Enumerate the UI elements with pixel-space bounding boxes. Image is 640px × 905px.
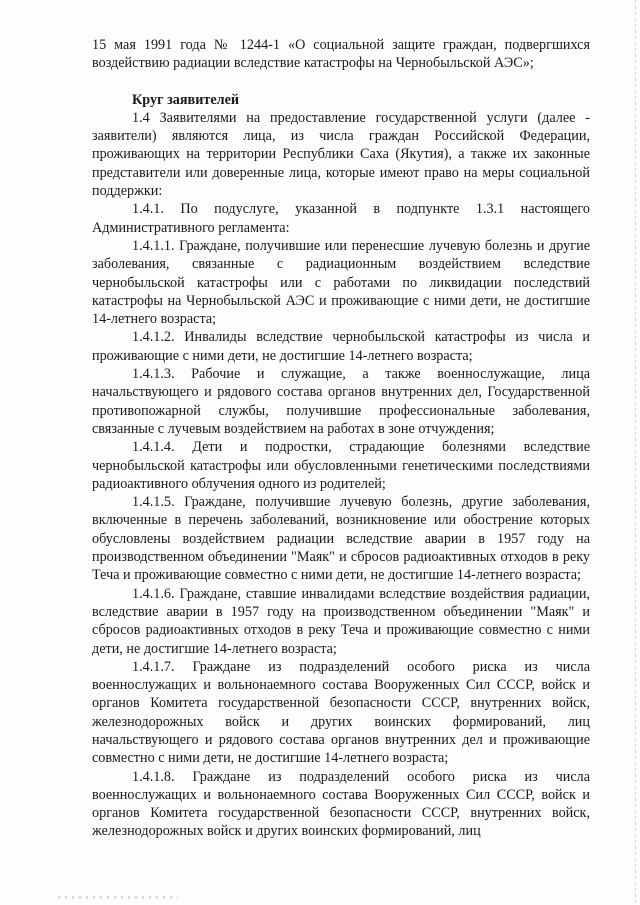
- paragraph-1-4: 1.4 Заявителями на предоставление государственной услуги (далее - заявители) являются лица, из числа граждан Российской Федерации, проживающих на территории Республики Саха (Якутия), а также их законные представители или доверенные лица, которые имеют право на меры социальной поддержки:: [92, 109, 590, 200]
- paragraph-1-4-1-7: 1.4.1.7. Граждане из подразделений особого риска из числа военнослужащих и вольнонаемного состава Вооруженных Сил СССР, войск и органов Комитета государственной безопасности СССР, внутренних войск, железнодорожных войск и других воинских формирований, лиц начальствующего и рядового состава органов внутренних дел и проживающие совместно с ними дети, не достигшие 14-летнего возраста;: [92, 658, 590, 767]
- paragraph-1-4-1-1: 1.4.1.1. Граждане, получившие или перенесшие лучевую болезнь и другие заболевания, связанные с радиационным воздействием вследствие чернобыльской катастрофы или с работами по ликвидации последствий катастрофы на Чернобыльской АЭС и проживающие с ними дети, не достигшие 14-летнего возраста;: [92, 237, 590, 328]
- paragraph-1-4-1: 1.4.1. По подуслуге, указанной в подпункте 1.3.1 настоящего Административного регламента:: [92, 201, 590, 236]
- paragraph-1-4-1-2: 1.4.1.2. Инвалиды вследствие чернобыльской катастрофы из числа и проживающие с ними дети, не достигшие 14-летнего возраста;: [92, 329, 590, 364]
- document-body: [92, 36, 590, 841]
- paragraph-1-4-1-5: 1.4.1.5. Граждане, получившие лучевую болезнь, другие заболевания, включенные в перечень заболеваний, возникновение или обострение которых обусловлены воздействием радиации вследствие аварии в 1957 году на производственном объединении "Маяк" и сбросов радиоактивных отходов в реку Теча и проживающие совместно с ними дети, не достигшие 14-летнего возраста;: [92, 494, 590, 584]
- paragraph-1-4-1-3: 1.4.1.3. Рабочие и служащие, а также военнослужащие, лица начальствующего и рядового состава органов внутренних дел, Государственной противопожарной службы, получившие профессиональные заболевания, связанные с лучевым воздействием на работах в зоне отчуждения;: [92, 366, 590, 437]
- paragraph-1-4-1-4: 1.4.1.4. Дети и подростки, страдающие болезнями вследствие чернобыльской катастрофы или обусловленными генетическими последствиями радиоактивного облучения одного из родителей;: [92, 439, 590, 492]
- section-heading: Круг заявителей: [132, 91, 240, 108]
- paragraph-1-4-1-8: 1.4.1.8. Граждане из подразделений особого риска из числа военнослужащих и вольнонаемного состава Вооруженных Сил СССР, войск и органов Комитета государственной безопасности СССР, внутренних войск, железнодорожных войск и других воинских формирований, лиц: [92, 768, 590, 840]
- paragraph-1-4-1-6: 1.4.1.6. Граждане, ставшие инвалидами вследствие воздействия радиации, вследствие аварии в 1957 году на производственном объединении "Маяк" и сбросов радиоактивных отходов в реку Теча и проживающие совместно с ними дети, не достигшие 14-летнего возраста;: [92, 585, 590, 657]
- scan-footer-artifact: [58, 896, 178, 899]
- intro-paragraph: 15 мая 1991 года № 1244-1 «О социальной защите граждан, подвергшихся воздействию радиации вследствие катастрофы на Чернобыльской АЭС»;: [92, 37, 590, 72]
- scan-edge-line: [635, 0, 636, 905]
